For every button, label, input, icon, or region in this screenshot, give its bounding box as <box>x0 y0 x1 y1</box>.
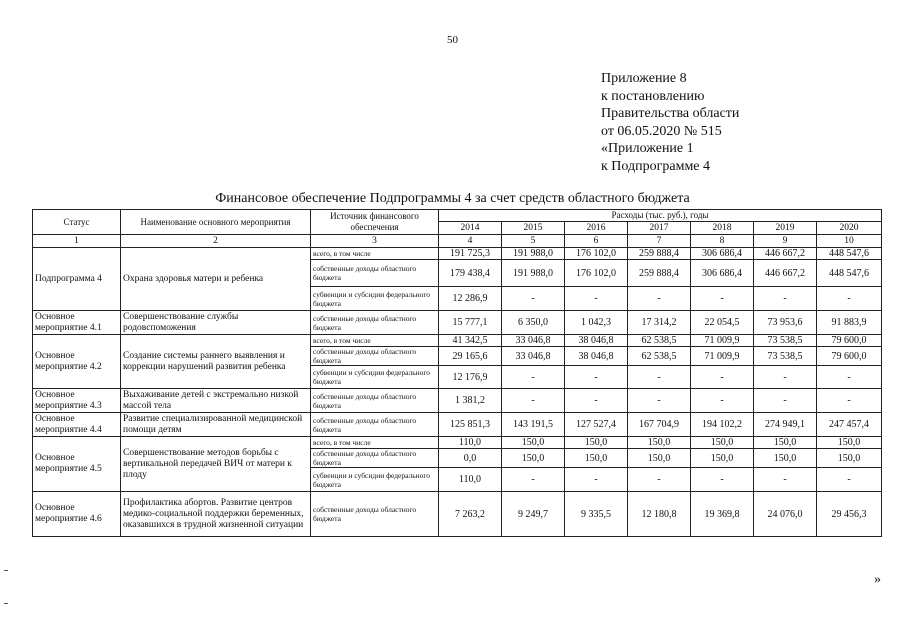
cell-value: - <box>817 468 882 492</box>
column-number: 6 <box>565 235 628 248</box>
cell-value: - <box>754 287 817 311</box>
cell-value: 1 042,3 <box>565 311 628 335</box>
cell-value: 259 888,4 <box>628 260 691 287</box>
cell-event: Выхаживание детей с экстремально низкой массой тела <box>121 389 311 413</box>
cell-source: собственные доходы областного бюджета <box>311 492 439 537</box>
table-row <box>33 311 882 335</box>
cell-value: 24 076,0 <box>754 492 817 537</box>
column-number: 7 <box>628 235 691 248</box>
cell-value: 110,0 <box>439 468 502 492</box>
cell-status: Основное мероприятие 4.4 <box>33 413 121 437</box>
header-year: 2018 <box>691 222 754 235</box>
annex-line: от 06.05.2020 № 515 <box>601 123 722 139</box>
cell-value: 150,0 <box>628 449 691 468</box>
column-number: 4 <box>439 235 502 248</box>
cell-value: 71 009,9 <box>691 347 754 366</box>
table-row <box>33 335 882 347</box>
cell-value: 91 883,9 <box>817 311 882 335</box>
cell-value: 33 046,8 <box>502 335 565 347</box>
cell-value: 446 667,2 <box>754 260 817 287</box>
cell-source: собственные доходы областного бюджета <box>311 389 439 413</box>
cell-source: собственные доходы областного бюджета <box>311 413 439 437</box>
column-number: 2 <box>121 235 311 248</box>
page-number: 50 <box>447 34 458 46</box>
cell-value: 9 335,5 <box>565 492 628 537</box>
cell-value: 150,0 <box>691 437 754 449</box>
cell-value: 259 888,4 <box>628 248 691 260</box>
header-year: 2017 <box>628 222 691 235</box>
cell-value: 79 600,0 <box>817 347 882 366</box>
table-row <box>33 413 882 437</box>
cell-value: - <box>691 366 754 389</box>
margin-mark <box>4 603 8 604</box>
cell-source: всего, в том числе <box>311 248 439 260</box>
cell-value: - <box>565 389 628 413</box>
cell-source: всего, в том числе <box>311 437 439 449</box>
cell-value: - <box>691 389 754 413</box>
table-row <box>33 248 882 260</box>
column-number: 3 <box>311 235 439 248</box>
cell-value: 110,0 <box>439 437 502 449</box>
cell-value: 274 949,1 <box>754 413 817 437</box>
column-number: 9 <box>754 235 817 248</box>
cell-value: 38 046,8 <box>565 335 628 347</box>
cell-status: Подпрограмма 4 <box>33 248 121 311</box>
cell-value: 150,0 <box>628 437 691 449</box>
cell-value: - <box>817 389 882 413</box>
header-year: 2016 <box>565 222 628 235</box>
cell-value: 448 547,6 <box>817 260 882 287</box>
cell-value: 125 851,3 <box>439 413 502 437</box>
cell-value: 33 046,8 <box>502 347 565 366</box>
cell-value: - <box>565 287 628 311</box>
column-number: 1 <box>33 235 121 248</box>
cell-value: 38 046,8 <box>565 347 628 366</box>
cell-source: субвенции и субсидии федерального бюджета <box>311 366 439 389</box>
closing-quote: » <box>874 572 881 587</box>
cell-value: - <box>691 468 754 492</box>
cell-value: - <box>565 366 628 389</box>
cell-value: 150,0 <box>565 449 628 468</box>
cell-value: - <box>502 468 565 492</box>
column-number: 8 <box>691 235 754 248</box>
cell-value: 150,0 <box>691 449 754 468</box>
cell-value: 127 527,4 <box>565 413 628 437</box>
cell-status: Основное мероприятие 4.3 <box>33 389 121 413</box>
cell-value: - <box>502 287 565 311</box>
header-event: Наименование основного мероприятия <box>121 210 311 235</box>
cell-source: всего, в том числе <box>311 335 439 347</box>
header-source: Источник финансового обеспечения <box>311 210 439 235</box>
cell-value: 9 249,7 <box>502 492 565 537</box>
cell-status: Основное мероприятие 4.2 <box>33 335 121 389</box>
cell-value: - <box>628 287 691 311</box>
cell-value: 79 600,0 <box>817 335 882 347</box>
cell-value: 6 350,0 <box>502 311 565 335</box>
financing-table <box>32 209 882 537</box>
cell-status: Основное мероприятие 4.5 <box>33 437 121 492</box>
annex-line: Правительства области <box>601 106 740 121</box>
cell-value: 448 547,6 <box>817 248 882 260</box>
cell-value: 19 369,8 <box>691 492 754 537</box>
cell-value: 176 102,0 <box>565 248 628 260</box>
cell-value: - <box>628 389 691 413</box>
cell-value: 22 054,5 <box>691 311 754 335</box>
header-year: 2014 <box>439 222 502 235</box>
annex-line: «Приложение 1 <box>601 141 694 156</box>
cell-value: - <box>754 366 817 389</box>
header-year: 2015 <box>502 222 565 235</box>
cell-value: 191 725,3 <box>439 248 502 260</box>
cell-value: 41 342,5 <box>439 335 502 347</box>
cell-value: 62 538,5 <box>628 335 691 347</box>
cell-value: 150,0 <box>817 449 882 468</box>
cell-event: Охрана здоровья матери и ребенка <box>121 248 311 311</box>
table-body <box>33 248 882 537</box>
cell-value: - <box>502 366 565 389</box>
cell-source: субвенции и субсидии федерального бюджета <box>311 287 439 311</box>
cell-value: 12 286,9 <box>439 287 502 311</box>
cell-value: 150,0 <box>502 437 565 449</box>
cell-value: - <box>628 366 691 389</box>
header-status: Статус <box>33 210 121 235</box>
cell-value: 0,0 <box>439 449 502 468</box>
table-row <box>33 437 882 449</box>
cell-value: - <box>754 389 817 413</box>
cell-value: 247 457,4 <box>817 413 882 437</box>
cell-value: 191 988,0 <box>502 260 565 287</box>
cell-value: 306 686,4 <box>691 260 754 287</box>
cell-value: 29 456,3 <box>817 492 882 537</box>
cell-value: 306 686,4 <box>691 248 754 260</box>
cell-event: Совершенствование службы родовспоможения <box>121 311 311 335</box>
cell-value: - <box>565 468 628 492</box>
cell-value: 150,0 <box>817 437 882 449</box>
cell-value: 167 704,9 <box>628 413 691 437</box>
cell-value: 1 381,2 <box>439 389 502 413</box>
cell-value: 194 102,2 <box>691 413 754 437</box>
cell-source: собственные доходы областного бюджета <box>311 449 439 468</box>
annex-line: к постановлению <box>601 88 705 104</box>
cell-value: 29 165,6 <box>439 347 502 366</box>
cell-value: 71 009,9 <box>691 335 754 347</box>
cell-value: 12 176,9 <box>439 366 502 389</box>
cell-value: 191 988,0 <box>502 248 565 260</box>
cell-source: собственные доходы областного бюджета <box>311 260 439 287</box>
cell-value: 73 953,6 <box>754 311 817 335</box>
cell-value: 150,0 <box>754 449 817 468</box>
margin-mark <box>4 570 8 571</box>
document-title: Финансовое обеспечение Подпрограммы 4 за счет средств областного бюджета <box>215 191 690 206</box>
cell-value: 17 314,2 <box>628 311 691 335</box>
cell-value: 179 438,4 <box>439 260 502 287</box>
cell-event: Создание системы раннего выявления и коррекции нарушений развития ребенка <box>121 335 311 389</box>
cell-value: - <box>628 468 691 492</box>
header-year: 2020 <box>817 222 882 235</box>
cell-value: 143 191,5 <box>502 413 565 437</box>
cell-value: - <box>817 366 882 389</box>
cell-value: 176 102,0 <box>565 260 628 287</box>
cell-value: 7 263,2 <box>439 492 502 537</box>
cell-value: 73 538,5 <box>754 335 817 347</box>
annex-line: Приложение 8 <box>601 71 687 86</box>
cell-value: - <box>691 287 754 311</box>
cell-value: 12 180,8 <box>628 492 691 537</box>
cell-value: 62 538,5 <box>628 347 691 366</box>
cell-event: Профилактика абортов. Развитие центров медико-социальной поддержки беременных, оказавшихся в трудной жизненной ситуации <box>121 492 311 537</box>
annex-line: к Подпрограмме 4 <box>601 158 711 174</box>
cell-status: Основное мероприятие 4.6 <box>33 492 121 537</box>
cell-source: собственные доходы областного бюджета <box>311 347 439 366</box>
header-expenses: Расходы (тыс. руб.), годы <box>439 210 882 222</box>
cell-value: - <box>502 389 565 413</box>
cell-value: 73 538,5 <box>754 347 817 366</box>
cell-status: Основное мероприятие 4.1 <box>33 311 121 335</box>
table-row <box>33 389 882 413</box>
annex-reference <box>601 70 739 175</box>
cell-event: Развитие специализированной медицинской помощи детям <box>121 413 311 437</box>
cell-value: 446 667,2 <box>754 248 817 260</box>
table-row <box>33 492 882 537</box>
cell-value: - <box>817 287 882 311</box>
cell-value: 150,0 <box>565 437 628 449</box>
cell-value: 150,0 <box>502 449 565 468</box>
column-number: 10 <box>817 235 882 248</box>
cell-source: собственные доходы областного бюджета <box>311 311 439 335</box>
cell-value: 15 777,1 <box>439 311 502 335</box>
column-number: 5 <box>502 235 565 248</box>
header-year: 2019 <box>754 222 817 235</box>
cell-source: субвенции и субсидии федерального бюджета <box>311 468 439 492</box>
cell-event: Совершенствование методов борьбы с вертикальной передачей ВИЧ от матери к плоду <box>121 437 311 492</box>
cell-value: 150,0 <box>754 437 817 449</box>
cell-value: - <box>754 468 817 492</box>
